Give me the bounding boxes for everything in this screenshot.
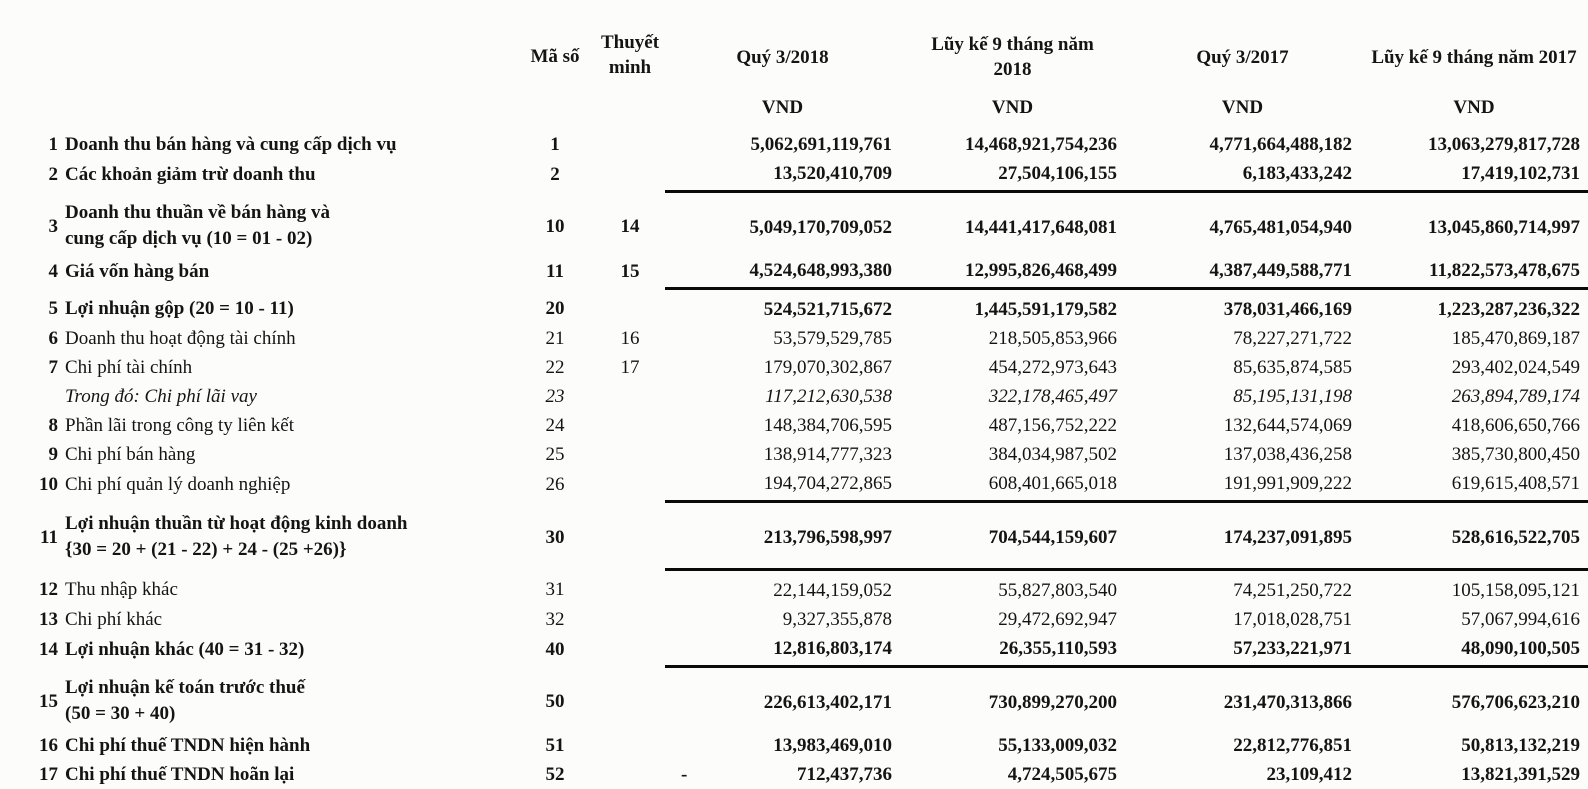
- value-q3-2017: 4,771,664,488,182: [1209, 134, 1352, 155]
- value-q3-2017: 78,227,271,722: [1233, 328, 1352, 349]
- row-label: Các khoản giảm trừ doanh thu: [65, 163, 316, 185]
- row-number: 5: [48, 298, 58, 320]
- row-label: Trong đó: Chi phí lãi vay: [65, 386, 257, 407]
- value-q3-2017: 6,183,433,242: [1125, 159, 1360, 192]
- value-ytd-2017: 13,063,279,817,728: [1428, 134, 1580, 155]
- table-row: [0, 289, 1588, 325]
- row-number: 11: [40, 526, 58, 548]
- thuyet-minh-value: [595, 411, 665, 440]
- thuyet-minh-value: [595, 760, 665, 789]
- row-label: Doanh thu bán hàng và cung cấp dịch vụ: [65, 134, 397, 155]
- table-row: [0, 667, 1588, 732]
- value-ytd-2018: 1,445,591,179,582: [974, 299, 1117, 320]
- row-number: 4: [48, 260, 58, 282]
- ma-so-value: 22: [545, 357, 565, 378]
- value-q3-2017: 22,812,776,851: [1233, 735, 1352, 756]
- value-ytd-2018: 55,827,803,540: [998, 580, 1117, 601]
- ma-so-value: 31: [545, 579, 565, 601]
- value-q3-2018: 13,983,469,010: [773, 735, 892, 756]
- row-number: 3: [48, 215, 58, 237]
- table-row: [0, 469, 1588, 502]
- table-header-row: [0, 0, 1588, 130]
- value-ytd-2017: 528,616,522,705: [1360, 502, 1588, 570]
- value-q3-2017: 132,644,574,069: [1223, 415, 1352, 436]
- ma-so-value: 32: [545, 609, 565, 630]
- table-row: [0, 192, 1588, 257]
- value-q3-2018: 9,327,355,878: [782, 609, 892, 630]
- ma-so-value: 1: [550, 134, 560, 155]
- thuyet-minh-value: [595, 634, 665, 667]
- value-ytd-2018: 14,441,417,648,081: [965, 216, 1117, 238]
- row-label: Chi phí bán hàng: [65, 444, 196, 465]
- thuyet-minh-value: [595, 130, 665, 159]
- row-number: 6: [48, 328, 58, 349]
- row-number: 17: [39, 764, 58, 785]
- value-q3-2017: 85,195,131,198: [1233, 386, 1352, 407]
- value-ytd-2017: 385,730,800,450: [1451, 444, 1580, 465]
- q3-2017-title: Quý 3/2017: [1196, 46, 1289, 68]
- table-row: [0, 324, 1588, 353]
- row-number: 8: [48, 415, 58, 436]
- value-ytd-2018: 27,504,106,155: [900, 159, 1125, 192]
- ma-so-header-text: Mã số: [530, 46, 580, 67]
- thuyet-minh-value: [595, 731, 665, 760]
- value-q3-2017: 23,109,412: [1266, 764, 1352, 785]
- table-row: [0, 570, 1588, 606]
- value-ytd-2017: 13,045,860,714,997: [1428, 216, 1580, 238]
- value-ytd-2018: 730,899,270,200: [988, 691, 1117, 713]
- value-ytd-2018: 322,178,465,497: [988, 386, 1117, 407]
- thuyet-minh-value: [595, 502, 665, 570]
- ma-so-value: 24: [545, 415, 565, 436]
- table-row: [0, 634, 1588, 667]
- row-number: 16: [39, 735, 58, 756]
- value-q3-2018: 53,579,529,785: [773, 328, 892, 349]
- value-q3-2018: 524,521,715,672: [763, 299, 892, 320]
- col-header-ytd-2018: [900, 0, 1125, 130]
- row-label: Lợi nhuận gộp (20 = 10 - 11): [65, 298, 294, 320]
- value-ytd-2017: 1,223,287,236,322: [1437, 299, 1580, 320]
- row-label: Doanh thu hoạt động tài chính: [65, 328, 296, 349]
- row-number: 7: [48, 357, 58, 378]
- value-q3-2018: 194,704,272,865: [665, 469, 900, 502]
- value-q3-2017: 191,991,909,222: [1125, 469, 1360, 502]
- value-q3-2018: 4,524,648,993,380: [665, 256, 900, 289]
- value-ytd-2018: 4,724,505,675: [1007, 764, 1117, 785]
- value-q3-2018: 179,070,302,867: [763, 357, 892, 378]
- value-ytd-2018: 12,995,826,468,499: [900, 256, 1125, 289]
- ma-so-value: 26: [545, 473, 565, 495]
- thuyet-minh-value: [595, 469, 665, 502]
- value-ytd-2017: 17,419,102,731: [1360, 159, 1588, 192]
- ma-so-value: 21: [545, 328, 565, 349]
- row-number: 2: [48, 163, 58, 185]
- value-ytd-2018: 55,133,009,032: [998, 735, 1117, 756]
- row-label: Lợi nhuận kế toán trước thuế (50 = 30 + 40): [65, 677, 305, 725]
- ma-so-value: 10: [545, 215, 565, 237]
- value-ytd-2018: 384,034,987,502: [988, 444, 1117, 465]
- value-ytd-2018: 608,401,665,018: [900, 469, 1125, 502]
- value-ytd-2017: 48,090,100,505: [1360, 634, 1588, 667]
- table-row: [0, 159, 1588, 192]
- value-ytd-2017: 185,470,869,187: [1451, 328, 1580, 349]
- value-ytd-2018: 454,272,973,643: [988, 357, 1117, 378]
- thuyet-minh-value: [595, 570, 665, 606]
- value-q3-2017: 4,387,449,588,771: [1125, 256, 1360, 289]
- value-q3-2017: 378,031,466,169: [1223, 299, 1352, 320]
- table-row: [0, 256, 1588, 289]
- thuyet-minh-header-text: Thuyết minh: [600, 32, 660, 78]
- table-row: [0, 760, 1588, 789]
- row-number: 12: [39, 579, 58, 601]
- value-ytd-2017: 293,402,024,549: [1451, 357, 1580, 378]
- row-number: 13: [39, 609, 58, 630]
- value-ytd-2017: 619,615,408,571: [1360, 469, 1588, 502]
- header-spacer-row-number: [0, 0, 62, 130]
- table-row: [0, 130, 1588, 159]
- value-ytd-2017: 13,821,391,529: [1461, 764, 1580, 785]
- value-q3-2018: 22,144,159,052: [773, 580, 892, 601]
- value-ytd-2017: 11,822,573,478,675: [1360, 256, 1588, 289]
- table-row: [0, 382, 1588, 411]
- ma-so-value: 51: [545, 735, 565, 756]
- col-header-thuyet-minh: [595, 0, 665, 130]
- value-ytd-2017: 263,894,789,174: [1451, 386, 1580, 407]
- value-q3-2017: 4,765,481,054,940: [1209, 216, 1352, 238]
- row-number: 10: [39, 473, 58, 495]
- row-label: Giá vốn hàng bán: [65, 260, 210, 282]
- row-label: Doanh thu thuần về bán hàng và cung cấp dịch vụ (10 = 01 - 02): [65, 202, 331, 250]
- q3-2018-title: Quý 3/2018: [736, 46, 829, 68]
- thuyet-minh-value: 16: [620, 328, 640, 349]
- value-ytd-2017: 105,158,095,121: [1451, 580, 1580, 601]
- table-row: [0, 731, 1588, 760]
- ma-so-value: 25: [545, 444, 565, 465]
- value-q3-2018: 12,816,803,174: [665, 634, 900, 667]
- col-header-q3-2018: [665, 0, 900, 130]
- q3-2018-unit: VND: [761, 97, 804, 118]
- col-header-ytd-2017: [1360, 0, 1588, 130]
- col-header-ma-so: [515, 0, 595, 130]
- thuyet-minh-value: [595, 440, 665, 469]
- table-row: [0, 440, 1588, 469]
- value-ytd-2018: 487,156,752,222: [988, 415, 1117, 436]
- thuyet-minh-value: 15: [620, 260, 640, 282]
- ytd-2018-title: Lũy kế 9 tháng năm 2018: [931, 34, 1094, 80]
- ma-so-value: 23: [545, 386, 565, 407]
- table-row: [0, 605, 1588, 634]
- thuyet-minh-value: [595, 382, 665, 411]
- value-q3-2017: 74,251,250,722: [1233, 580, 1352, 601]
- value-q3-2018: 5,049,170,709,052: [749, 216, 892, 238]
- ma-so-value: 2: [550, 163, 560, 185]
- thuyet-minh-value: [595, 159, 665, 192]
- row-label: Thu nhập khác: [65, 579, 178, 601]
- ytd-2018-unit: VND: [991, 97, 1034, 118]
- col-header-q3-2017: [1125, 0, 1360, 130]
- row-number: 14: [39, 638, 58, 660]
- row-label: Chi phí khác: [65, 609, 163, 630]
- row-label: Chi phí quản lý doanh nghiệp: [65, 473, 291, 495]
- row-label: Phần lãi trong công ty liên kết: [65, 415, 295, 436]
- value-ytd-2017: 418,606,650,766: [1451, 415, 1580, 436]
- value-ytd-2018: 14,468,921,754,236: [965, 134, 1117, 155]
- ytd-2017-unit: VND: [1453, 97, 1495, 118]
- value-q3-2017: 174,237,091,895: [1125, 502, 1360, 570]
- value-q3-2017: 231,470,313,866: [1223, 691, 1352, 713]
- thuyet-minh-value: 14: [620, 215, 640, 237]
- value-ytd-2017: 57,067,994,616: [1461, 609, 1580, 630]
- ma-so-value: 40: [545, 638, 565, 660]
- row-number: 15: [39, 690, 58, 712]
- value-q3-2017: 85,635,874,585: [1233, 357, 1352, 378]
- row-label: Chi phí thuế TNDN hoãn lại: [65, 764, 295, 785]
- ytd-2017-title: Lũy kế 9 tháng năm 2017: [1371, 46, 1577, 68]
- table-row: [0, 353, 1588, 382]
- value-q3-2017: 17,018,028,751: [1233, 609, 1352, 630]
- value-ytd-2018: 704,544,159,607: [900, 502, 1125, 570]
- value-q3-2017: 137,038,436,258: [1223, 444, 1352, 465]
- row-number: 1: [48, 134, 58, 155]
- header-spacer-label: [62, 0, 515, 130]
- value-ytd-2018: 29,472,692,947: [998, 609, 1117, 630]
- row-label: Lợi nhuận khác (40 = 31 - 32): [65, 638, 305, 660]
- thuyet-minh-value: 17: [620, 357, 640, 378]
- value-ytd-2017: 576,706,623,210: [1451, 691, 1580, 713]
- value-q3-2018: 213,796,598,997: [665, 502, 900, 570]
- table-row: [0, 502, 1588, 570]
- ma-so-value: 11: [546, 260, 564, 282]
- q3-2017-unit: VND: [1221, 97, 1264, 118]
- value-q3-2018: 117,212,630,538: [765, 386, 892, 407]
- value-q3-2018: 138,914,777,323: [763, 444, 892, 465]
- thuyet-minh-value: [595, 289, 665, 325]
- value-q3-2018: 226,613,402,171: [763, 691, 892, 713]
- ma-so-value: 20: [545, 298, 565, 320]
- value-q3-2018: 13,520,410,709: [665, 159, 900, 192]
- ma-so-value: 50: [545, 690, 565, 712]
- row-label: Chi phí thuế TNDN hiện hành: [65, 735, 311, 756]
- row-number: [0, 382, 62, 411]
- ma-so-value: 52: [545, 764, 565, 785]
- value-q3-2018: - 712,437,736: [681, 764, 892, 785]
- row-label: Chi phí tài chính: [65, 357, 193, 378]
- row-number: 9: [48, 444, 58, 465]
- table-row: [0, 411, 1588, 440]
- thuyet-minh-value: [595, 667, 665, 732]
- value-q3-2018: 148,384,706,595: [763, 415, 892, 436]
- row-label: Lợi nhuận thuần từ hoạt động kinh doanh {30 = 20 + (21 - 22) + 24 - (25 +26)}: [65, 513, 408, 560]
- value-ytd-2017: 50,813,132,219: [1461, 735, 1580, 756]
- value-q3-2017: 57,233,221,971: [1125, 634, 1360, 667]
- ma-so-value: 30: [545, 526, 565, 548]
- thuyet-minh-value: [595, 605, 665, 634]
- value-q3-2018: 5,062,691,119,761: [750, 134, 892, 155]
- value-ytd-2018: 26,355,110,593: [900, 634, 1125, 667]
- value-ytd-2018: 218,505,853,966: [988, 328, 1117, 349]
